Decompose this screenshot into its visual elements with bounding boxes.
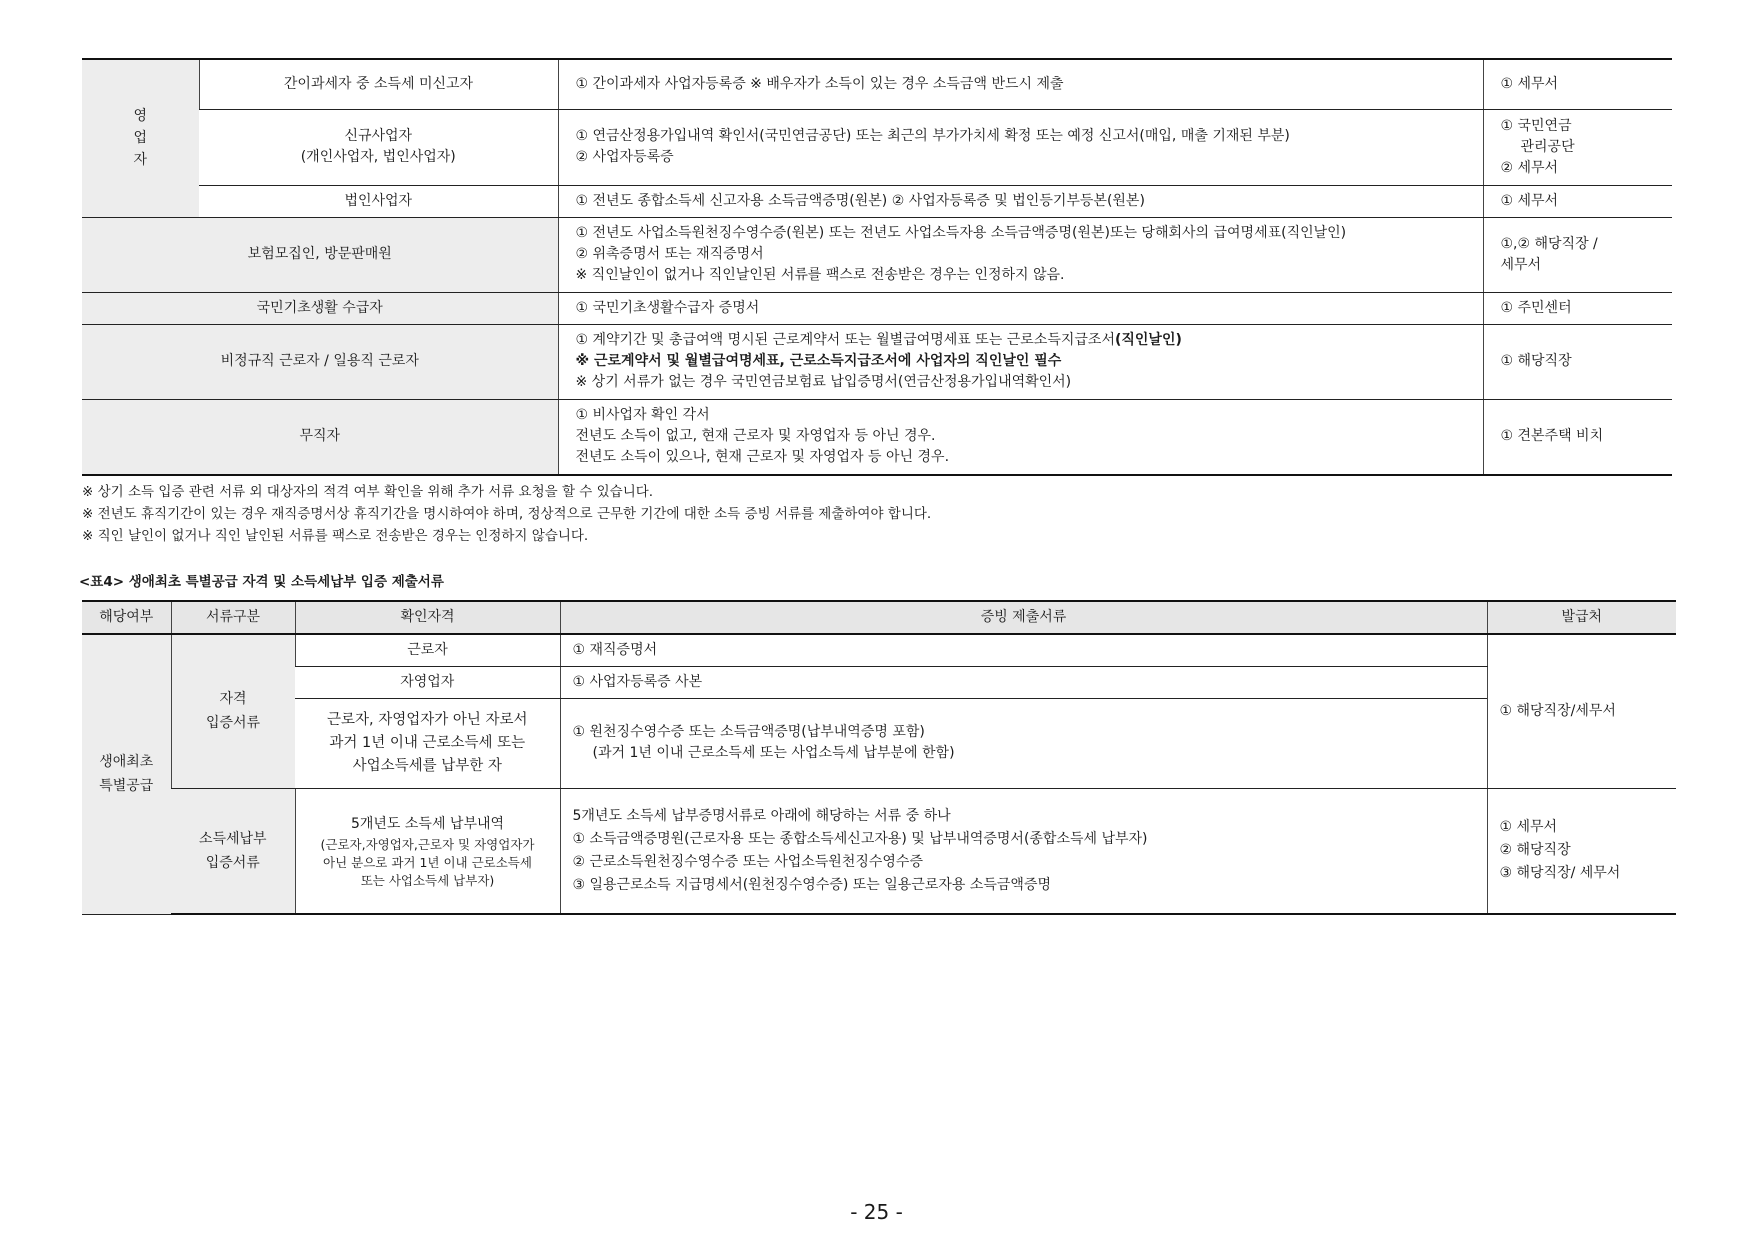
- category-cell: 법인사업자: [199, 185, 558, 217]
- applicability-cell: 생애최초 특별공급: [82, 634, 171, 914]
- docs-cell: 5개년도 소득세 납부증명서류로 아래에 해당하는 서류 중 하나 ① 소득금액증명원(근로자용 또는 종합소득세신고자용) 및 납부내역증명서(종합소득세 납부자) ② 근로소득원천징수영수증 또는 사업소득원천징수영수증 ③ 일용근로소득 지급명세서(원천징수영수증) 또는 일용근로자용 소득금액증명: [560, 788, 1487, 914]
- table-header-row: [82, 601, 1676, 634]
- column-header: 확인자격: [295, 601, 560, 634]
- issuer-cell: ① 국민연금 관리공단 ② 세무서: [1483, 109, 1672, 185]
- column-header: 서류구분: [171, 601, 295, 634]
- docs-cell: ① 국민기초생활수급자 증명서: [558, 292, 1483, 324]
- page-number: - 25 -: [850, 1200, 903, 1224]
- first-time-buyer-table: [82, 600, 1676, 915]
- docs-cell: ① 재직증명서: [560, 634, 1487, 666]
- docs-cell: ① 사업자등록증 사본: [560, 666, 1487, 698]
- doc-type-cell: 소득세납부 입증서류: [171, 788, 295, 914]
- qualification-cell: 근로자: [295, 634, 560, 666]
- issuer-cell: ① 세무서: [1483, 59, 1672, 109]
- issuer-cell: ① 주민센터: [1483, 292, 1672, 324]
- issuer-cell: ① 해당직장/세무서: [1487, 634, 1676, 788]
- docs-cell: ① 비사업자 확인 각서 전년도 소득이 없고, 현재 근로자 및 자영업자 등 아닌 경우. 전년도 소득이 있으나, 현재 근로자 및 자영업자 등 아닌 경우.: [558, 399, 1483, 475]
- issuer-cell: ① 해당직장: [1483, 324, 1672, 399]
- note-item: ※ 상기 소득 입증 관련 서류 외 대상자의 적격 여부 확인을 위해 추가 서류 요청을 할 수 있습니다.: [82, 484, 654, 500]
- docs-cell: ① 전년도 사업소득원천징수영수증(원본) 또는 전년도 사업소득자용 소득금액증명(원본)또는 당해회사의 급여명세표(직인날인) ② 위촉증명서 또는 재직증명서 ※ 직인날인이 없거나 직인날인된 서류를 팩스로 전송받은 경우는 인정하지 않음.: [558, 217, 1483, 292]
- column-header: 증빙 제출서류: [560, 601, 1487, 634]
- docs-cell: ① 전년도 종합소득세 신고자용 소득금액증명(원본) ② 사업자등록증 및 법인등기부등본(원본): [558, 185, 1483, 217]
- doc-type-cell: 자격 입증서류: [171, 634, 295, 788]
- notes-list: [82, 481, 931, 547]
- issuer-cell: ① 세무서 ② 해당직장 ③ 해당직장/ 세무서: [1487, 788, 1676, 914]
- table-row: [82, 788, 1676, 914]
- docs-cell: ① 원천징수영수증 또는 소득금액증명(납부내역증명 포함) (과거 1년 이내 근로소득세 또는 사업소득세 납부분에 한함): [560, 698, 1487, 788]
- category-cell: 비정규직 근로자 / 일용직 근로자: [82, 324, 558, 399]
- category-cell: 보험모집인, 방문판매원: [82, 217, 558, 292]
- table-row: [82, 292, 1672, 324]
- note-item: ※ 직인 날인이 없거나 직인 날인된 서류를 팩스로 전송받은 경우는 인정하지 않습니다.: [82, 528, 589, 544]
- category-cell: 무직자: [82, 399, 558, 475]
- table-row: [82, 185, 1672, 217]
- table-row: [82, 399, 1672, 475]
- docs-cell: ① 간이과세자 사업자등록증 ※ 배우자가 소득이 있는 경우 소득금액 반드시 제출: [558, 59, 1483, 109]
- table-row: [82, 217, 1672, 292]
- qualification-cell: 5개년도 소득세 납부내역 (근로자,자영업자,근로자 및 자영업자가 아닌 분으로 과거 1년 이내 근로소득세 또는 사업소득세 납부자): [295, 788, 560, 914]
- issuer-cell: ① 견본주택 비치: [1483, 399, 1672, 475]
- qualification-cell: 자영업자: [295, 666, 560, 698]
- column-header: 해당여부: [82, 601, 171, 634]
- table-row: [82, 324, 1672, 399]
- table-row: [82, 634, 1676, 666]
- category-cell: 간이과세자 중 소득세 미신고자: [199, 59, 558, 109]
- docs-cell: ① 연금산정용가입내역 확인서(국민연금공단) 또는 최근의 부가가치세 확정 또는 예정 신고서(매입, 매출 기재된 부분) ② 사업자등록증: [558, 109, 1483, 185]
- category-cell: 국민기초생활 수급자: [82, 292, 558, 324]
- issuer-cell: ① 세무서: [1483, 185, 1672, 217]
- income-proof-table: [82, 58, 1672, 476]
- table-row: [82, 109, 1672, 185]
- column-header: 발급처: [1487, 601, 1676, 634]
- table-row: [82, 666, 1676, 698]
- group-label-business-owner: 영 업 자: [82, 59, 199, 217]
- issuer-cell: ①,② 해당직장 / 세무서: [1483, 217, 1672, 292]
- table-row: [82, 59, 1672, 109]
- note-item: ※ 전년도 휴직기간이 있는 경우 재직증명서상 휴직기간을 명시하여야 하며, 정상적으로 근무한 기간에 대한 소득 증빙 서류를 제출하여야 합니다.: [82, 506, 932, 522]
- table-row: [82, 698, 1676, 788]
- qualification-cell: 근로자, 자영업자가 아닌 자로서 과거 1년 이내 근로소득세 또는 사업소득세를 납부한 자: [295, 698, 560, 788]
- docs-cell: ① 계약기간 및 총급여액 명시된 근로계약서 또는 월별급여명세표 또는 근로소득지급조서(직인날인) ※ 근로계약서 및 월별급여명세표, 근로소득지급조서에 사업자의 직인날인 필수 ※ 상기 서류가 없는 경우 국민연금보험료 납입증명서(연금산정용가입내역확인서): [558, 324, 1483, 399]
- category-cell: 신규사업자 (개인사업자, 법인사업자): [199, 109, 558, 185]
- table-caption: <표4> 생애최초 특별공급 자격 및 소득세납부 입증 제출서류: [79, 574, 444, 590]
